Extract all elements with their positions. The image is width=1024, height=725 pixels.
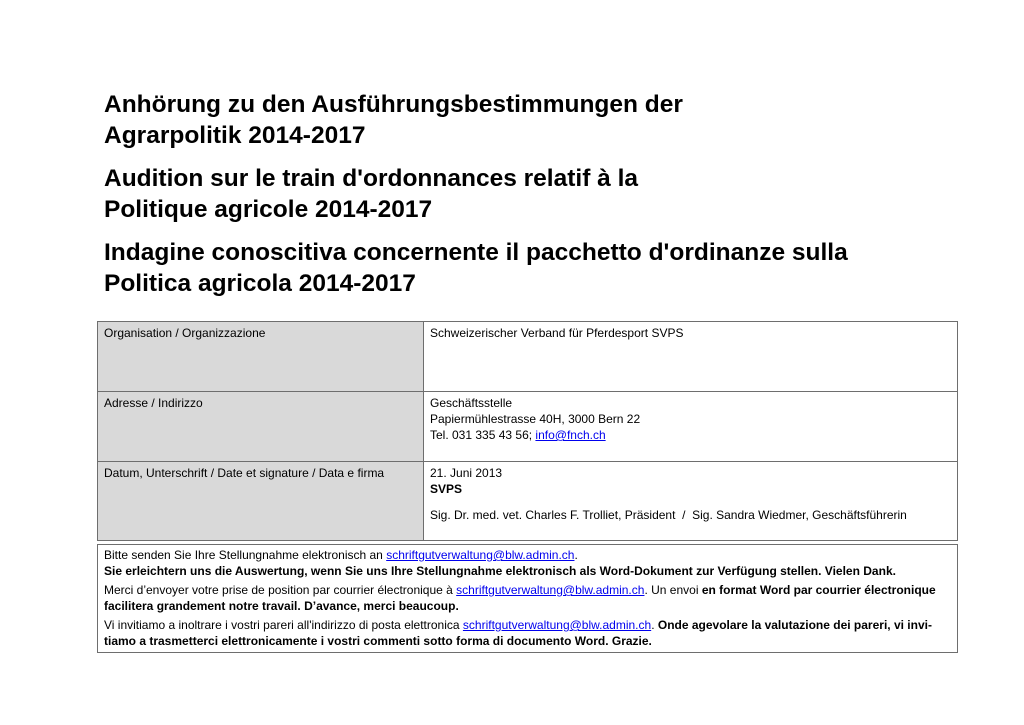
instructions-french <box>104 582 951 614</box>
instructions-french-text: Merci d’envoyer votre prise de position par courrier électronique à <box>104 583 457 597</box>
title-french-line1: Audition sur le train d'ordonnances relatif à la <box>104 165 639 192</box>
title-german-line2: Agrarpolitik 2014-2017 <box>104 122 366 149</box>
instructions-german-bold: Sie erleichtern uns die Auswertung, wenn Sie uns Ihre Stellungnahme elektronisch als Word-Dokument zur Verfügung stellen. Vielen Dank. <box>104 564 896 578</box>
title-german <box>104 89 984 151</box>
address-value <box>424 392 958 462</box>
email-link-german[interactable]: schriftgutverwaltung@blw.admin.ch <box>386 548 575 562</box>
sender-info-table <box>97 321 958 541</box>
instructions-italian <box>104 617 951 649</box>
organisation-label: Organisation / Organizzazione <box>98 322 424 392</box>
submission-instructions <box>97 544 958 653</box>
address-label: Adresse / Indirizzo <box>98 392 424 462</box>
date-signature-label: Datum, Unterschrift / Date et signature / Data e firma <box>98 462 424 541</box>
title-french <box>104 163 984 225</box>
address-line2: Papiermühlestrasse 40H, 3000 Bern 22 <box>430 412 641 426</box>
signatures: Sig. Dr. med. vet. Charles F. Trolliet, Präsident / Sig. Sandra Wiedmer, Geschäftsführerin <box>430 508 907 522</box>
title-italian <box>104 237 984 299</box>
instructions-italian-bold: Onde agevolare la valutazione dei pareri, vi invi-tiamo a trasmetterci elettronicamente i vostri commenti sotto forma di documento Word. Grazie. <box>104 618 932 648</box>
instructions-italian-mid: . <box>651 618 658 632</box>
instructions-german-end: . <box>574 548 578 562</box>
instructions-french-mid: . Un envoi <box>644 583 702 597</box>
date-value: 21. Juni 2013 <box>430 466 503 480</box>
title-italian-line1: Indagine conoscitiva concernente il pacchetto d'ordinanze sulla <box>104 239 848 266</box>
title-italian-line2: Politica agricola 2014-2017 <box>104 270 416 297</box>
organisation-value: Schweizerischer Verband für Pferdesport SVPS <box>424 322 958 392</box>
org-abbreviation: SVPS <box>430 482 463 496</box>
instructions-german <box>104 547 951 579</box>
title-french-line2: Politique agricole 2014-2017 <box>104 196 433 223</box>
email-link[interactable]: info@fnch.ch <box>535 428 606 442</box>
instructions-italian-text: Vi invitiamo a inoltrare i vostri pareri all'indirizzo di posta elettronica <box>104 618 463 632</box>
table-row-date-signature <box>98 462 958 541</box>
table-row-organisation <box>98 322 958 392</box>
address-tel: Tel. 031 335 43 56; <box>430 428 536 442</box>
document-titles <box>104 89 984 311</box>
address-line1: Geschäftsstelle <box>430 396 513 410</box>
instructions-french-bold: en format Word par courrier électronique facilitera grandement notre travail. D’avance, merci beaucoup. <box>104 583 936 613</box>
email-link-italian[interactable]: schriftgutverwaltung@blw.admin.ch <box>462 618 652 632</box>
title-german-line1: Anhörung zu den Ausführungsbestimmungen der <box>104 91 683 118</box>
date-signature-value <box>424 462 958 541</box>
email-link-french[interactable]: schriftgutverwaltung@blw.admin.ch <box>456 583 645 597</box>
table-row-address <box>98 392 958 462</box>
address-contact <box>430 427 951 443</box>
instructions-german-text: Bitte senden Sie Ihre Stellungnahme elektronisch an <box>104 548 387 562</box>
